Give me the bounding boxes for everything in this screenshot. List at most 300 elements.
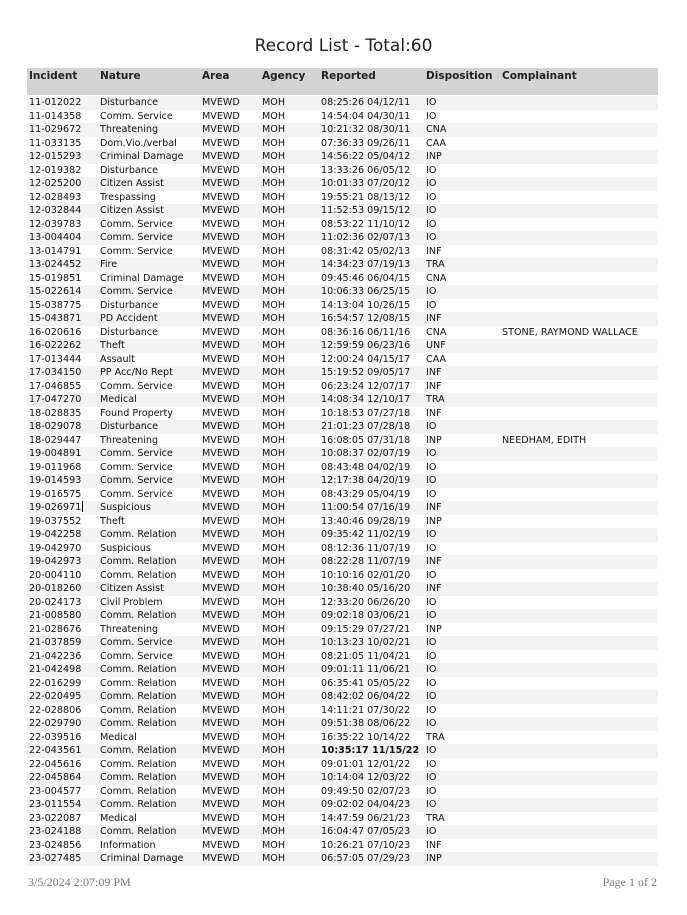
cell-incident: 22-045864 xyxy=(29,772,82,783)
cell-agency: MOH xyxy=(262,502,286,513)
cell-area: MVEWD xyxy=(202,691,240,702)
cell-incident: 23-004577 xyxy=(29,785,82,797)
cell-agency: MOH xyxy=(262,313,286,324)
cell-agency: MOH xyxy=(262,353,286,365)
cell-nature: Comm. Service xyxy=(100,380,173,392)
cell-disposition: INF xyxy=(426,367,442,378)
cell-incident: 19-037552 xyxy=(29,515,82,527)
cell-nature: Threatening xyxy=(100,623,159,635)
cell-incident: 11-029672 xyxy=(29,124,82,135)
cell-reported: 09:35:42 11/02/19 xyxy=(321,529,411,540)
cell-incident: 15-038775 xyxy=(29,299,82,311)
cell-agency: MOH xyxy=(262,853,286,864)
cell-disposition: CAA xyxy=(426,353,447,365)
cell-incident: 17-034150 xyxy=(29,367,82,378)
cell-area: MVEWD xyxy=(202,205,240,216)
cell-area: MVEWD xyxy=(202,232,240,243)
cell-area: MVEWD xyxy=(202,677,240,689)
cell-agency: MOH xyxy=(262,340,286,351)
cell-area: MVEWD xyxy=(202,596,240,608)
cell-area: MVEWD xyxy=(202,340,240,351)
cell-incident: 21-028676 xyxy=(29,623,82,635)
cell-incident: 20-018260 xyxy=(29,583,82,594)
cell-disposition: CAA xyxy=(426,137,447,149)
cell-reported: 16:08:05 07/31/18 xyxy=(321,434,411,446)
table-row xyxy=(27,636,658,650)
cell-reported: 10:06:33 06/25/15 xyxy=(321,286,411,297)
cell-agency: MOH xyxy=(262,286,286,297)
cell-agency: MOH xyxy=(262,556,286,567)
cell-disposition: IO xyxy=(426,799,437,810)
cell-agency: MOH xyxy=(262,650,286,662)
cell-incident: 23-027485 xyxy=(29,853,82,864)
table-row xyxy=(27,542,658,556)
cell-nature: Comm. Relation xyxy=(100,529,177,540)
cell-disposition: IO xyxy=(426,758,437,770)
cell-incident: 20-004110 xyxy=(29,569,82,581)
table-row xyxy=(27,798,658,812)
cell-disposition: IO xyxy=(426,232,437,243)
cell-incident: 22-043561 xyxy=(29,745,82,756)
cell-reported: 09:49:50 02/07/23 xyxy=(321,785,411,797)
cell-reported: 10:21:32 08/30/11 xyxy=(321,124,411,135)
table-row xyxy=(27,663,658,677)
cell-disposition: INF xyxy=(426,556,442,567)
cell-reported: 14:08:34 12/10/17 xyxy=(321,394,411,405)
print-timestamp: 3/5/2024 2:07:09 PM xyxy=(28,875,131,889)
cell-area: MVEWD xyxy=(202,407,240,419)
cell-area: MVEWD xyxy=(202,610,240,621)
cell-agency: MOH xyxy=(262,799,286,810)
table-row xyxy=(27,771,658,785)
cell-reported: 09:01:11 11/06/21 xyxy=(321,664,411,675)
cell-disposition: IO xyxy=(426,448,437,459)
cell-reported: 13:33:26 06/05/12 xyxy=(321,164,411,176)
cell-area: MVEWD xyxy=(202,448,240,459)
cell-disposition: IO xyxy=(426,164,437,176)
cell-area: MVEWD xyxy=(202,785,240,797)
cell-area: MVEWD xyxy=(202,718,240,729)
cell-disposition: IO xyxy=(426,637,437,648)
cell-incident: 16-022262 xyxy=(29,340,82,351)
cell-incident: 13-024452 xyxy=(29,259,82,270)
cell-agency: MOH xyxy=(262,232,286,243)
cell-incident: 12-015293 xyxy=(29,151,82,162)
cell-disposition: INF xyxy=(426,839,442,851)
cell-incident: 12-019382 xyxy=(29,164,82,176)
cell-incident: 22-028806 xyxy=(29,704,82,716)
cell-area: MVEWD xyxy=(202,218,240,230)
cell-incident: 17-047270 xyxy=(29,394,82,405)
cell-nature: Comm. Relation xyxy=(100,785,177,797)
cell-reported: 21:01:23 07/28/18 xyxy=(321,421,411,432)
cell-nature: Comm. Service xyxy=(100,475,173,486)
cell-reported: 08:22:28 11/07/19 xyxy=(321,556,411,567)
cell-disposition: TRA xyxy=(426,259,445,270)
cell-area: MVEWD xyxy=(202,569,240,581)
cell-disposition: CNA xyxy=(426,326,447,338)
cell-reported: 11:02:36 02/07/13 xyxy=(321,232,411,243)
cell-incident: 11-033135 xyxy=(29,137,82,149)
cell-nature: Comm. Service xyxy=(100,245,173,257)
table-row xyxy=(27,501,658,515)
cell-incident: 12-039783 xyxy=(29,218,82,230)
cell-nature: Criminal Damage xyxy=(100,272,184,284)
cell-disposition: INF xyxy=(426,407,442,419)
cell-disposition: INP xyxy=(426,515,442,527)
cell-reported: 12:33:20 06/26/20 xyxy=(321,596,411,608)
cell-agency: MOH xyxy=(262,758,286,770)
cell-area: MVEWD xyxy=(202,245,240,257)
cell-agency: MOH xyxy=(262,623,286,635)
cell-reported: 06:35:41 05/05/22 xyxy=(321,677,411,689)
cell-agency: MOH xyxy=(262,718,286,729)
cell-disposition: TRA xyxy=(426,394,445,405)
cell-area: MVEWD xyxy=(202,137,240,149)
cell-nature: Comm. Relation xyxy=(100,758,177,770)
cell-disposition: IO xyxy=(426,596,437,608)
cell-reported: 16:04:47 07/05/23 xyxy=(321,826,411,837)
record-table-body xyxy=(27,96,658,866)
cell-nature: Criminal Damage xyxy=(100,853,184,864)
table-row xyxy=(27,272,658,286)
table-row xyxy=(27,515,658,529)
cell-nature: Suspicious xyxy=(100,502,151,513)
cell-reported: 06:57:05 07/29/23 xyxy=(321,853,411,864)
cell-agency: MOH xyxy=(262,137,286,149)
cell-agency: MOH xyxy=(262,178,286,189)
cell-agency: MOH xyxy=(262,812,286,824)
cell-area: MVEWD xyxy=(202,272,240,284)
cell-incident: 21-042236 xyxy=(29,650,82,662)
cell-area: MVEWD xyxy=(202,556,240,567)
cell-agency: MOH xyxy=(262,826,286,837)
cell-agency: MOH xyxy=(262,164,286,176)
cell-area: MVEWD xyxy=(202,731,240,743)
cell-agency: MOH xyxy=(262,704,286,716)
cell-area: MVEWD xyxy=(202,637,240,648)
cell-area: MVEWD xyxy=(202,124,240,135)
cell-incident: 22-039516 xyxy=(29,731,82,743)
cell-area: MVEWD xyxy=(202,542,240,554)
cell-agency: MOH xyxy=(262,610,286,621)
cell-agency: MOH xyxy=(262,191,286,203)
column-header-nature: Nature xyxy=(100,70,141,82)
cell-nature: Suspicious xyxy=(100,542,151,554)
cell-agency: MOH xyxy=(262,529,286,540)
cell-nature: Medical xyxy=(100,394,137,405)
cell-incident: 19-016575 xyxy=(29,488,82,500)
table-row xyxy=(27,528,658,542)
cell-reported: 08:12:36 11/07/19 xyxy=(321,542,411,554)
cell-agency: MOH xyxy=(262,272,286,284)
table-row xyxy=(27,96,658,110)
cell-reported: 09:45:46 06/04/15 xyxy=(321,272,411,284)
cell-disposition: IO xyxy=(426,529,437,540)
cell-agency: MOH xyxy=(262,785,286,797)
cell-nature: Comm. Relation xyxy=(100,677,177,689)
cell-disposition: UNF xyxy=(426,340,446,351)
cell-area: MVEWD xyxy=(202,461,240,473)
cell-nature: Theft xyxy=(100,340,125,351)
table-row xyxy=(27,150,658,164)
cell-nature: Disturbance xyxy=(100,164,159,176)
cell-reported: 07:36:33 09/26/11 xyxy=(321,137,411,149)
cell-nature: Comm. Relation xyxy=(100,569,177,581)
cell-disposition: IO xyxy=(426,718,437,729)
table-row xyxy=(27,177,658,191)
cell-reported: 11:52:53 09/15/12 xyxy=(321,205,411,216)
cell-disposition: INP xyxy=(426,434,442,446)
cell-area: MVEWD xyxy=(202,664,240,675)
cell-incident: 22-045616 xyxy=(29,758,82,770)
cell-area: MVEWD xyxy=(202,299,240,311)
cell-agency: MOH xyxy=(262,299,286,311)
table-row xyxy=(27,380,658,394)
cell-incident: 15-043871 xyxy=(29,313,82,324)
table-row xyxy=(27,191,658,205)
cell-incident: 22-020495 xyxy=(29,691,82,702)
table-row xyxy=(27,420,658,434)
cell-agency: MOH xyxy=(262,434,286,446)
cell-disposition: INP xyxy=(426,853,442,864)
cell-incident: 23-024856 xyxy=(29,839,82,851)
cell-reported: 08:43:48 04/02/19 xyxy=(321,461,411,473)
cell-reported: 10:10:16 02/01/20 xyxy=(321,569,411,581)
table-row xyxy=(27,339,658,353)
cell-reported: 08:42:02 06/04/22 xyxy=(321,691,411,702)
cell-incident: 20-024173 xyxy=(29,596,82,608)
cell-agency: MOH xyxy=(262,461,286,473)
cell-nature: Comm. Relation xyxy=(100,664,177,675)
cell-incident: 19-026971 xyxy=(29,502,82,513)
cell-nature: Dom.Vio./verbal xyxy=(100,137,177,149)
table-row xyxy=(27,204,658,218)
cell-disposition: INF xyxy=(426,583,442,594)
cell-reported: 15:19:52 09/05/17 xyxy=(321,367,411,378)
cell-area: MVEWD xyxy=(202,839,240,851)
cell-incident: 12-028493 xyxy=(29,191,82,203)
table-header xyxy=(27,68,658,95)
cell-incident: 19-004891 xyxy=(29,448,82,459)
cell-disposition: TRA xyxy=(426,812,445,824)
cell-reported: 08:36:16 06/11/16 xyxy=(321,326,411,338)
cell-incident: 19-011968 xyxy=(29,461,82,473)
table-row xyxy=(27,555,658,569)
cell-reported: 08:21:05 11/04/21 xyxy=(321,650,411,662)
cell-disposition: IO xyxy=(426,475,437,486)
cell-area: MVEWD xyxy=(202,151,240,162)
cell-disposition: IO xyxy=(426,205,437,216)
cell-disposition: IO xyxy=(426,610,437,621)
table-row xyxy=(27,474,658,488)
cell-reported: 08:53:22 11/10/12 xyxy=(321,218,411,230)
cell-reported: 12:59:59 06/23/16 xyxy=(321,340,411,351)
cell-area: MVEWD xyxy=(202,650,240,662)
table-row xyxy=(27,245,658,259)
cell-nature: Comm. Relation xyxy=(100,704,177,716)
cell-reported: 08:25:26 04/12/11 xyxy=(321,97,411,108)
cell-agency: MOH xyxy=(262,380,286,392)
cell-reported: 14:34:23 07/19/13 xyxy=(321,259,411,270)
cell-agency: MOH xyxy=(262,542,286,554)
cell-disposition: IO xyxy=(426,664,437,675)
table-row xyxy=(27,312,658,326)
cell-reported: 16:35:22 10/14/22 xyxy=(321,731,411,743)
cell-disposition: IO xyxy=(426,97,437,108)
cell-nature: Comm. Relation xyxy=(100,718,177,729)
cell-reported: 14:11:21 07/30/22 xyxy=(321,704,411,716)
cell-incident: 19-042973 xyxy=(29,556,82,567)
cell-disposition: IO xyxy=(426,421,437,432)
cell-nature: Comm. Service xyxy=(100,286,173,297)
cell-nature: Comm. Relation xyxy=(100,826,177,837)
cell-reported: 14:56:22 05/04/12 xyxy=(321,151,411,162)
cell-disposition: CNA xyxy=(426,124,447,135)
cell-incident: 15-019851 xyxy=(29,272,82,284)
page-title xyxy=(0,36,687,56)
column-header-complainant: Complainant xyxy=(502,70,577,82)
cell-agency: MOH xyxy=(262,745,286,756)
cell-disposition: IO xyxy=(426,677,437,689)
cell-disposition: INP xyxy=(426,151,442,162)
table-row xyxy=(27,285,658,299)
cell-nature: Citizen Assist xyxy=(100,205,164,216)
cell-nature: Disturbance xyxy=(100,97,159,108)
cell-agency: MOH xyxy=(262,475,286,486)
cell-nature: Citizen Assist xyxy=(100,178,164,189)
cell-agency: MOH xyxy=(262,583,286,594)
cell-disposition: IO xyxy=(426,569,437,581)
cell-reported: 10:01:33 07/20/12 xyxy=(321,178,411,189)
cell-nature: Information xyxy=(100,839,156,851)
table-row xyxy=(27,785,658,799)
cell-disposition: IO xyxy=(426,772,437,783)
table-row xyxy=(27,137,658,151)
cell-area: MVEWD xyxy=(202,502,240,513)
cell-agency: MOH xyxy=(262,205,286,216)
cell-nature: Threatening xyxy=(100,124,159,135)
cell-incident: 18-028835 xyxy=(29,407,82,419)
cell-disposition: IO xyxy=(426,110,437,122)
cell-agency: MOH xyxy=(262,448,286,459)
cell-reported: 09:51:38 08/06/22 xyxy=(321,718,411,729)
cell-reported: 16:54:57 12/08/15 xyxy=(321,313,411,324)
cell-agency: MOH xyxy=(262,124,286,135)
table-row xyxy=(27,650,658,664)
cell-nature: Comm. Relation xyxy=(100,610,177,621)
cell-disposition: IO xyxy=(426,286,437,297)
cell-reported: 08:31:42 05/02/13 xyxy=(321,245,411,257)
cell-reported: 10:26:21 07/10/23 xyxy=(321,839,411,851)
table-row xyxy=(27,353,658,367)
cell-nature: Fire xyxy=(100,259,118,270)
cell-incident: 15-022614 xyxy=(29,286,82,297)
cell-agency: MOH xyxy=(262,677,286,689)
cell-nature: Comm. Service xyxy=(100,218,173,230)
table-row xyxy=(27,704,658,718)
cell-area: MVEWD xyxy=(202,583,240,594)
cell-reported: 09:15:29 07/27/21 xyxy=(321,623,411,635)
cell-reported: 10:13:23 10/02/21 xyxy=(321,637,411,648)
cell-area: MVEWD xyxy=(202,529,240,540)
page-number: Page 1 of 2 xyxy=(602,875,657,889)
cell-incident: 21-037859 xyxy=(29,637,82,648)
cell-disposition: INF xyxy=(426,313,442,324)
cell-area: MVEWD xyxy=(202,97,240,108)
cell-agency: MOH xyxy=(262,151,286,162)
cell-incident: 19-042970 xyxy=(29,542,82,554)
cell-agency: MOH xyxy=(262,394,286,405)
cell-reported: 10:35:17 11/15/22 xyxy=(321,745,420,756)
table-row xyxy=(27,744,658,758)
cell-nature: Criminal Damage xyxy=(100,151,184,162)
cell-reported: 19:55:21 08/13/12 xyxy=(321,191,411,203)
cell-disposition: INF xyxy=(426,380,442,392)
cell-incident: 22-016299 xyxy=(29,677,82,689)
cell-agency: MOH xyxy=(262,637,286,648)
table-row xyxy=(27,218,658,232)
cell-reported: 10:38:40 05/16/20 xyxy=(321,583,411,594)
cell-area: MVEWD xyxy=(202,434,240,446)
cell-incident: 23-011554 xyxy=(29,799,82,810)
cell-reported: 09:02:18 03/06/21 xyxy=(321,610,411,621)
cell-incident: 18-029078 xyxy=(29,421,82,432)
column-header-agency: Agency xyxy=(262,70,306,82)
cell-area: MVEWD xyxy=(202,326,240,338)
cell-incident: 19-014593 xyxy=(29,475,82,486)
cell-reported: 12:17:38 04/20/19 xyxy=(321,475,411,486)
cell-incident: 13-004404 xyxy=(29,232,82,243)
cell-disposition: IO xyxy=(426,191,437,203)
cell-area: MVEWD xyxy=(202,313,240,324)
cell-reported: 06:23:24 12/07/17 xyxy=(321,380,411,392)
table-row xyxy=(27,623,658,637)
cell-agency: MOH xyxy=(262,110,286,122)
cell-nature: Threatening xyxy=(100,434,159,446)
cell-area: MVEWD xyxy=(202,259,240,270)
cell-area: MVEWD xyxy=(202,704,240,716)
cell-disposition: IO xyxy=(426,745,437,756)
cell-nature: Comm. Service xyxy=(100,110,173,122)
cell-area: MVEWD xyxy=(202,853,240,864)
cell-agency: MOH xyxy=(262,407,286,419)
cell-nature: Medical xyxy=(100,731,137,743)
cell-nature: Disturbance xyxy=(100,326,159,338)
table-row xyxy=(27,731,658,745)
cell-area: MVEWD xyxy=(202,394,240,405)
cell-disposition: IO xyxy=(426,704,437,716)
cell-nature: Theft xyxy=(100,515,125,527)
table-row xyxy=(27,758,658,772)
cell-agency: MOH xyxy=(262,839,286,851)
table-row xyxy=(27,812,658,826)
cell-incident: 11-012022 xyxy=(29,97,82,108)
table-row xyxy=(27,582,658,596)
table-row xyxy=(27,407,658,421)
table-row xyxy=(27,596,658,610)
cell-area: MVEWD xyxy=(202,421,240,432)
cell-disposition: IO xyxy=(426,299,437,311)
cell-agency: MOH xyxy=(262,367,286,378)
cell-disposition: IO xyxy=(426,461,437,473)
cell-reported: 13:40:46 09/28/19 xyxy=(321,515,411,527)
table-row xyxy=(27,852,658,866)
cell-agency: MOH xyxy=(262,218,286,230)
table-row xyxy=(27,447,658,461)
cell-disposition: INF xyxy=(426,502,442,513)
cell-agency: MOH xyxy=(262,664,286,675)
